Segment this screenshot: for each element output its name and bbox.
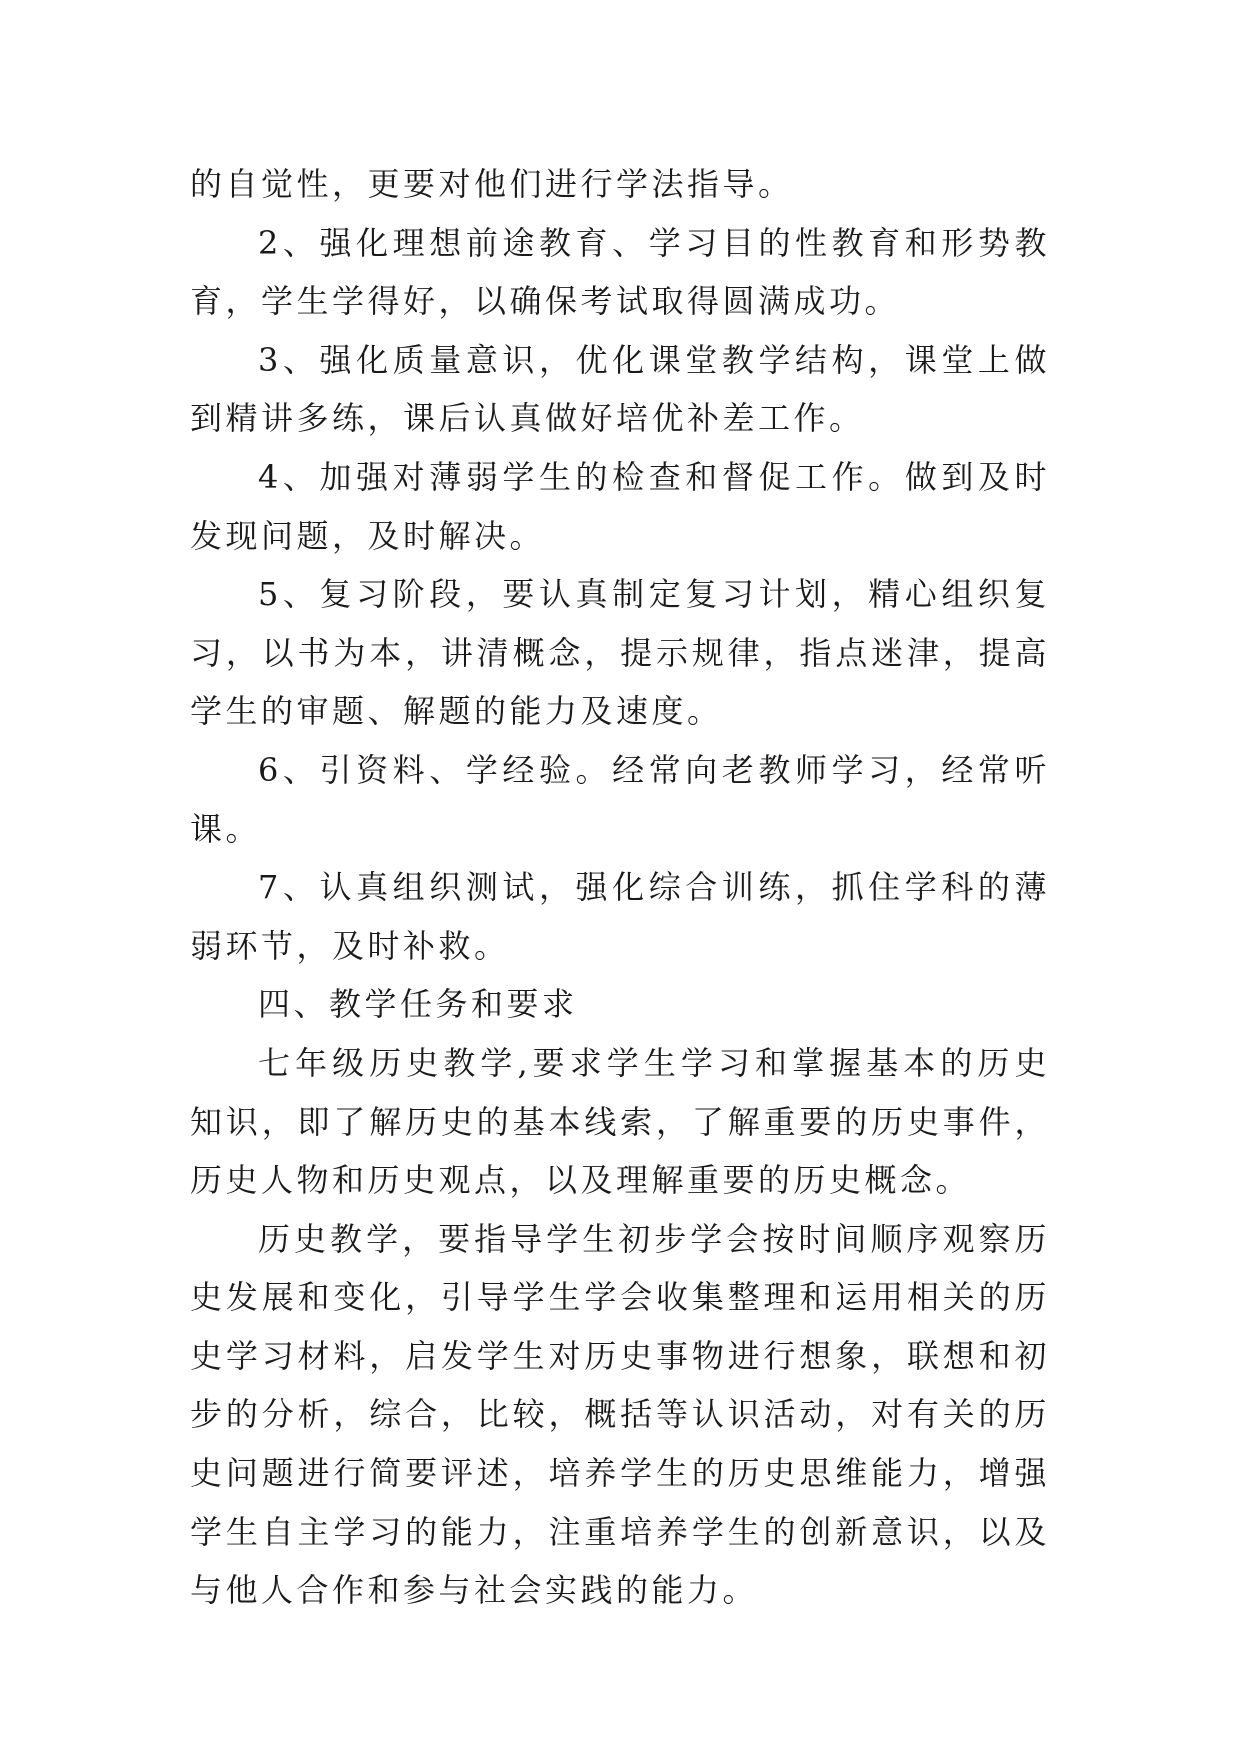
paragraph-item-5: 5、复习阶段，要认真制定复习计划，精心组织复习，以书为本，讲清概念，提示规律，指点迷津，提高学生的审题、解题的能力及速度。	[190, 575, 1050, 731]
paragraph-grade7-teaching: 七年级历史教学,要求学生学习和掌握基本的历史知识，即了解历史的基本线索，了解重要的历史事件，历史人物和历史观点，以及理解重要的历史概念。	[190, 1043, 1050, 1200]
paragraph-item-7: 7、认真组织测试，强化综合训练，抓住学科的薄弱环节，及时补救。	[190, 868, 1050, 965]
paragraph-continuation: 的自觉性，更要对他们进行学法指导。	[190, 165, 794, 203]
section-heading: 四、教学任务和要求	[258, 985, 578, 1024]
paragraph-item-4: 4、加强对薄弱学生的检查和督促工作。做到及时发现问题，及时解决。	[190, 457, 1050, 555]
paragraph-item-6: 6、引资料、学经验。经常向老教师学习，经常听课。	[190, 750, 1050, 848]
paragraph-item-3: 3、强化质量意识，优化课堂教学结构，课堂上做到精讲多练，课后认真做好培优补差工作。	[190, 340, 1050, 438]
body-text	[190, 155, 1050, 1620]
paragraph-history-teaching: 历史教学，要指导学生初步学会按时间顺序观察历史发展和变化，引导学生学会收集整理和运用相关的历史学习材料，启发学生对历史事物进行想象，联想和初步的分析，综合，比较，概括等认识活动，对有关的历史问题进行简要评述，培养学生的历史思维能力，增强学生自主学习的能力，注重培养学生的创新意识，以及与他人合作和参与社会实践的能力。	[190, 1219, 1050, 1610]
paragraph-item-2: 2、强化理想前途教育、学习目的性教育和形势教育，学生学得好，以确保考试取得圆满成功。	[190, 223, 1050, 321]
